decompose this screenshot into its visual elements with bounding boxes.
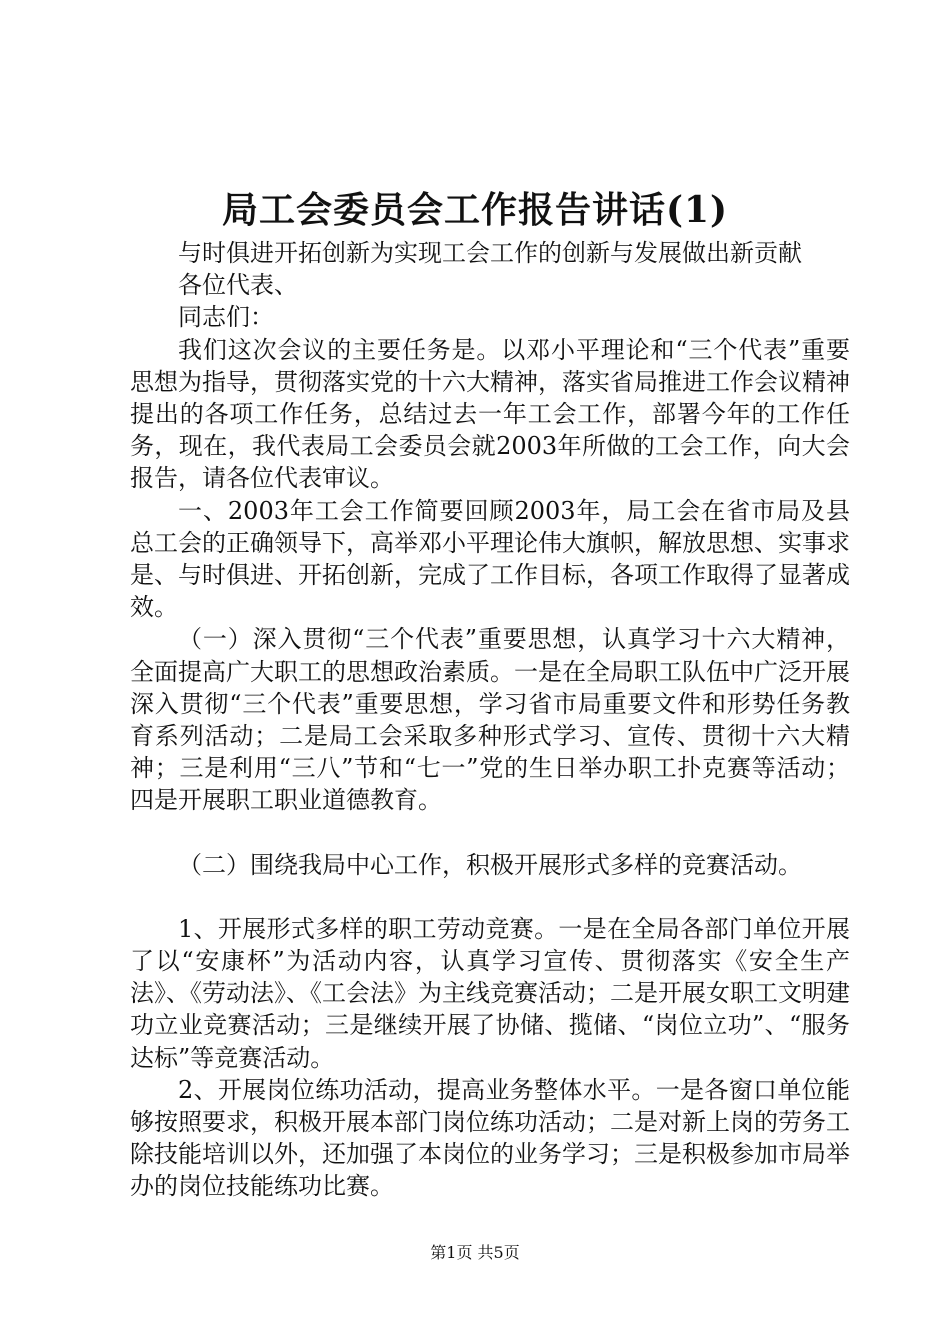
- salutation-representatives: 各位代表、: [178, 271, 298, 300]
- salutation-comrades: 同志们：: [178, 303, 274, 332]
- intro-paragraph: 我们这次会议的主要任务是。以邓小平理论和“三个代表”重要思想为指导，贯彻落实党的十六大精神，落实省局推进工作会议精神提出的各项工作任务，总结过去一年工会工作，部署今年的工作任务，现在，我代表局工会委员会就2003年所做的工会工作，向大会报告，请各位代表审议。: [130, 335, 850, 493]
- subsection-one-paragraph: （一）深入贯彻“三个代表”重要思想，认真学习十六大精神，全面提高广大职工的思想政治素质。一是在全局职工队伍中广泛开展深入贯彻“三个代表”重要思想，学习省市局重要文件和形势任务教育系列活动；二是局工会采取多种形式学习、宣传、贯彻十六大精神；三是利用“三八”节和“七一”党的生日举办职工扑克赛等活动；四是开展职工职业道德教育。: [130, 625, 850, 815]
- item-two-paragraph: 2、开展岗位练功活动，提高业务整体水平。一是各窗口单位能够按照要求，积极开展本部门岗位练功活动；二是对新上岗的劳务工除技能培训以外，还加强了本岗位的业务学习；三是积极参加市局举办的岗位技能练功比赛。: [130, 1075, 850, 1201]
- section-one-paragraph: 一、2003年工会工作简要回顾2003年，局工会在省市局及县总工会的正确领导下，高举邓小平理论伟大旗帜，解放思想、实事求是、与时俱进、开拓创新，完成了工作目标，各项工作取得了显著成效。: [130, 496, 850, 622]
- page-footer: 第1页 共5页: [430, 1243, 520, 1262]
- item-one-paragraph: 1、开展形式多样的职工劳动竞赛。一是在全局各部门单位开展了以“安康杯”为活动内容，认真学习宣传、贯彻落实《安全生产法》、《劳动法》、《工会法》为主线竞赛活动；二是开展女职工文明建功立业竞赛活动；三是继续开展了协储、揽储、“岗位立功”、“服务达标”等竞赛活动。: [130, 914, 850, 1072]
- subtitle-paragraph: 与时俱进开拓创新为实现工会工作的创新与发展做出新贡献: [178, 239, 802, 267]
- subsection-two-heading: （二）围绕我局中心工作，积极开展形式多样的竞赛活动。: [178, 850, 802, 879]
- document-body: [130, 237, 850, 1203]
- document-title: 局工会委员会工作报告讲话(1): [221, 189, 729, 231]
